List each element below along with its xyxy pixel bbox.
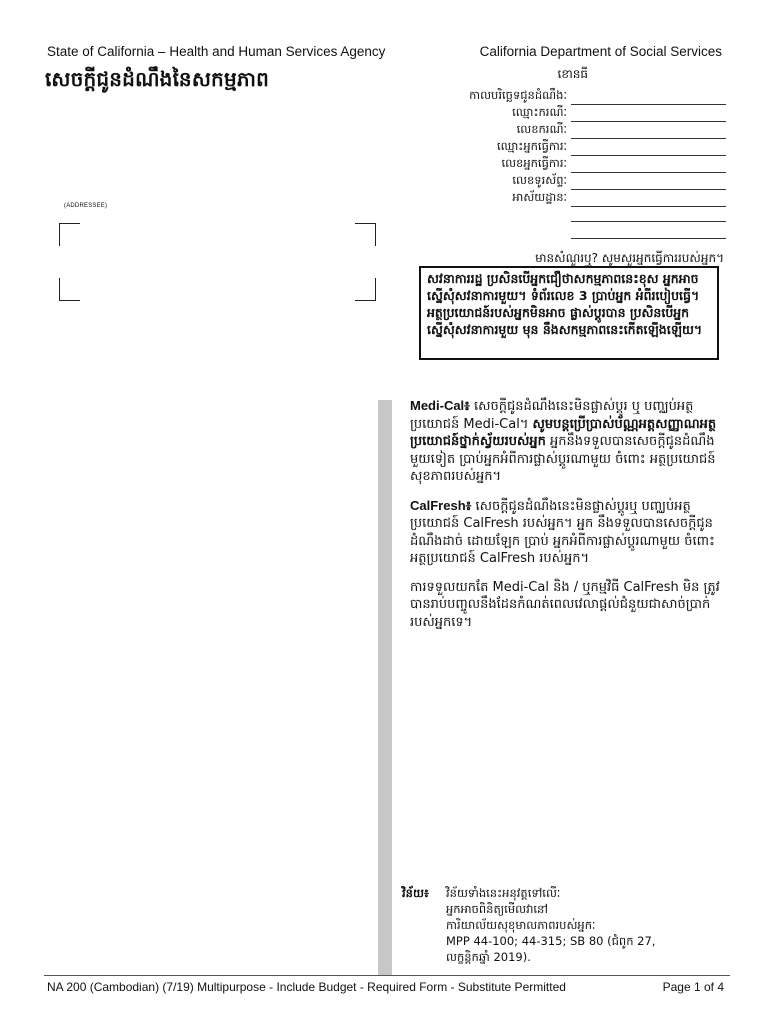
- address-line-2: [571, 207, 726, 222]
- rules-line: ការិយាល័យសុខុមាលភាពរបស់អ្នកៈ: [446, 918, 596, 932]
- medi-cal-text-2: អ្នកនឹងទទួលបានសេចក្តីជូនដំណឹងមួយទៀត ប្រាប់អ្នកអំពីការផ្លាស់ប្តូរណាមួយ ចំពោះ អត្ថប្រយោជន៍សុខភាពរបស់អ្នក។: [410, 434, 716, 484]
- field-label: លេខអ្នកធ្វើការៈ: [501, 156, 567, 170]
- medi-cal-heading: Medi-Cal៖: [410, 398, 470, 413]
- medi-cal-text: សេចក្តីជូនដំណឹងនេះមិនផ្លាស់ប្តូរ ឬ បញ្ឈប់អត្ថប្រយោជន៍ Medi-Cal។: [410, 399, 694, 432]
- page-number: Page 1 of 4: [662, 980, 724, 994]
- address-extra-row: [386, 207, 726, 224]
- field-label: ឈ្មោះករណីៈ: [512, 105, 567, 119]
- address-window-corner: [59, 278, 80, 301]
- field-label: លេខករណីៈ: [516, 122, 567, 136]
- form-identifier: NA 200 (Cambodian) (7/19) Multipurpose - Include Budget - Required Form - Substitute Permitted: [47, 980, 566, 994]
- main-content: [410, 397, 728, 642]
- phone-line: [571, 176, 726, 190]
- worker-number-line: [571, 159, 726, 173]
- margin-bar: [378, 400, 392, 976]
- case-number-line: [571, 125, 726, 139]
- address-line: [571, 193, 726, 207]
- medi-cal-paragraph: [410, 397, 728, 486]
- field-label: អាស័យដ្ឋានៈ: [512, 190, 567, 204]
- state-hearing-notice: សវនាការរដ្ឋ ប្រសិនបើអ្នកជឿថាសកម្មភាពនេះខុស អ្នកអាចស្នើសុំសវនាការមួយ។ ទំព័រលេខ 3 ប្រាប់អ្នក អំពីរបៀបធ្វើ។ អត្ថប្រយោជន៍របស់អ្នកមិនអាច ផ្លាស់ប្តូរបាន ប្រសិនបើអ្នកស្នើសុំសវនាការមួយ មុន នឹងសកម្មភាពនេះកើតឡើងឡើយ។: [419, 266, 719, 360]
- agency-name: State of California – Health and Human Services Agency: [47, 44, 386, 59]
- page-title: សេចក្តីជូនដំណឹងនៃសកម្មភាព: [45, 67, 269, 91]
- rules-text: [446, 885, 655, 965]
- county-label: ខោនធី: [557, 67, 588, 81]
- rules-line: MPP 44-100; 44-315; SB 80 (ជំពូក 27,: [446, 934, 656, 948]
- field-label: លេខទូរស័ព្ទៈ: [512, 173, 567, 187]
- rules-line: អ្នកអាចពិនិត្យមើលវានៅ: [446, 902, 548, 916]
- rules-line: លក្ខន្តិកឆ្នាំ 2019).: [446, 950, 531, 964]
- department-name: California Department of Social Services: [479, 44, 722, 59]
- worker-name-line: [571, 142, 726, 156]
- address-window-corner: [355, 278, 376, 301]
- field-label: កាលបរិច្ឆេទជូនដំណឹងៈ: [469, 88, 567, 102]
- address-extra-row: [386, 224, 726, 241]
- field-case-name: [386, 105, 726, 122]
- field-worker-name: [386, 139, 726, 156]
- calfresh-paragraph: [410, 497, 728, 568]
- case-info-fields: [386, 88, 726, 241]
- rules-label: វិន័យ៖: [402, 886, 429, 900]
- calfresh-text: សេចក្តីជូនដំណឹងនេះមិនផ្លាស់ប្តូរឬ បញ្ឈប់អត្ថប្រយោជន៍ CalFresh របស់អ្នក។ អ្នក នឹងទទួលបានសេចក្តីជូនដំណឹងដាច់ ដោយឡែក ប្រាប់ អ្នកអំពីការផ្លាស់ប្តូរណាមួយ ចំពោះអត្ថប្រយោជន៍ CalFresh របស់អ្នក។: [410, 498, 715, 566]
- field-address: [386, 190, 726, 207]
- field-case-number: [386, 122, 726, 139]
- addressee-label: (ADDRESSEE): [64, 203, 108, 209]
- benefits-note: ការទទួលយកតែ Medi-Cal និង / ឬកម្មវិធី CalFresh មិន ត្រូវបានរាប់បញ្ចូលនឹងដែនកំណត់ពេលវេលាផ្តល់ជំនួយជាសាច់ប្រាក់របស់អ្នកទេ។: [410, 579, 720, 630]
- rules-section: [402, 885, 722, 965]
- notice-date-line: [571, 91, 726, 105]
- rules-line: វិន័យទាំងនេះអនុវត្តទៅលើៈ: [446, 886, 561, 900]
- field-notice-date: [386, 88, 726, 105]
- address-line-3: [571, 224, 726, 239]
- field-worker-number: [386, 156, 726, 173]
- address-window-corner: [59, 223, 80, 246]
- footer-divider: [44, 975, 730, 976]
- medi-cal-emphasis: សូមបន្តប្រើប្រាស់ប័ណ្ណអត្តសញ្ញាណអត្ថប្រយោជន៍ថ្នាក់ស្វ័យរបស់អ្នក: [410, 416, 717, 449]
- questions-prompt: មានសំណួរឬ? សូមសួរអ្នកធ្វើការរបស់អ្នក។: [535, 251, 724, 265]
- address-window-corner: [355, 223, 376, 246]
- field-phone: [386, 173, 726, 190]
- field-label: ឈ្មោះអ្នកធ្វើការៈ: [496, 139, 567, 153]
- calfresh-heading: CalFresh៖: [410, 497, 472, 513]
- case-name-line: [571, 108, 726, 122]
